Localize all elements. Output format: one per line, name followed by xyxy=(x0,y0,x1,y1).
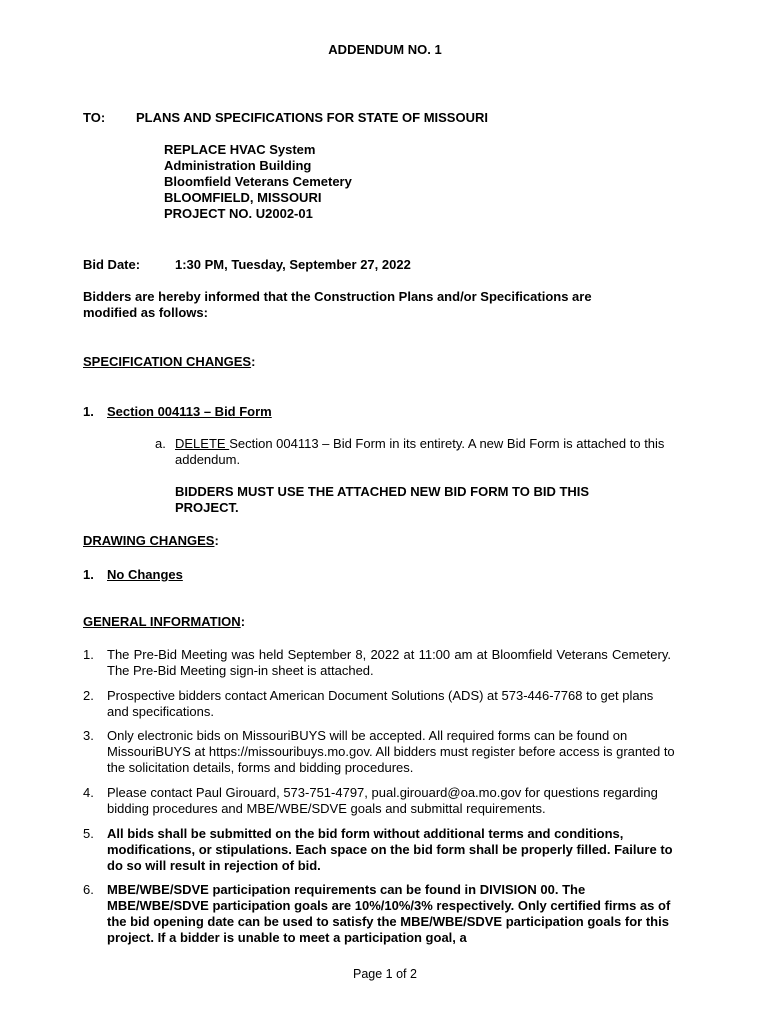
general-heading xyxy=(83,614,245,629)
general-heading-text: GENERAL INFORMATION xyxy=(83,614,241,629)
project-block xyxy=(164,142,352,222)
spec-heading-colon: : xyxy=(251,354,256,369)
list-text: Please contact Paul Girouard, 573-751-4797, pual.girouard@oa.mo.gov for questions regarding bidding procedures and MBE/WBE/SDVE goals and submittal requirements. xyxy=(107,785,658,816)
spec-item-number: 1. xyxy=(83,404,94,419)
list-number: 6. xyxy=(83,882,94,897)
list-text: Prospective bidders contact American Document Solutions (ADS) at 573-446-7768 to get plans and specifications. xyxy=(107,688,654,719)
spec-sub-text: Section 004113 – Bid Form in its entirety. A new Bid Form is attached to this addendum. xyxy=(175,436,665,467)
spec-sub-item xyxy=(175,436,685,468)
intro-paragraph: Bidders are hereby informed that the Construction Plans and/or Specifications are modified as follows: xyxy=(83,289,592,320)
drawing-item-title: No Changes xyxy=(107,567,183,582)
spec-sub-letter: a. xyxy=(155,436,166,451)
project-line: REPLACE HVAC System xyxy=(164,142,316,157)
project-line: PROJECT NO. U2002-01 xyxy=(164,206,313,221)
list-text: The Pre-Bid Meeting was held September 8, 2022 at 11:00 am at Bloomfield Veterans Cemetery. The Pre-Bid Meeting sign-in sheet is attached. xyxy=(107,647,671,678)
drawing-item-number: 1. xyxy=(83,567,94,582)
list-number: 2. xyxy=(83,688,94,703)
page-footer: Page 1 of 2 xyxy=(353,967,417,981)
general-heading-colon: : xyxy=(240,614,246,629)
drawing-heading xyxy=(83,533,219,548)
spec-heading-text: SPECIFICATION CHANGES xyxy=(83,354,252,369)
project-line: BLOOMFIELD, MISSOURI xyxy=(164,190,322,205)
spec-heading xyxy=(83,354,255,369)
drawing-heading-text: DRAWING CHANGES xyxy=(83,533,215,548)
bid-date-value: 1:30 PM, Tuesday, September 27, 2022 xyxy=(175,257,411,272)
project-line: Administration Building xyxy=(164,158,312,173)
to-text: PLANS AND SPECIFICATIONS FOR STATE OF MISSOURI xyxy=(136,110,488,125)
list-number: 1. xyxy=(83,647,94,662)
list-number: 3. xyxy=(83,728,94,743)
project-line: Bloomfield Veterans Cemetery xyxy=(164,174,352,189)
list-text: All bids shall be submitted on the bid form without additional terms and conditions, modifications, or stipulations. Each space on the bid form shall be properly filled. Failure to do so will result in rejection of bid. xyxy=(107,826,673,873)
spec-notice: BIDDERS MUST USE THE ATTACHED NEW BID FORM TO BID THIS PROJECT. xyxy=(175,484,590,515)
document-title: ADDENDUM NO. 1 xyxy=(328,42,442,57)
list-text: MBE/WBE/SDVE participation requirements can be found in DIVISION 00. The MBE/WBE/SDVE participation goals are 10%/10%/3% respectively. Only certified firms as of the bid opening date can be used to satisfy the MBE/WBE/SDVE participation goals for this project. If a bidder is unable to meet a participation goal, a xyxy=(107,882,671,945)
to-label: TO: xyxy=(83,110,106,125)
drawing-heading-colon: : xyxy=(214,533,219,548)
bid-date-label: Bid Date: xyxy=(83,257,141,272)
list-text: Only electronic bids on MissouriBUYS will be accepted. All required forms can be found on MissouriBUYS at https://missouribuys.mo.gov. All bidders must register before access is granted to the solicitation details, forms and bidding procedures. xyxy=(107,728,675,775)
list-number: 4. xyxy=(83,785,94,800)
spec-item-title: Section 004113 – Bid Form xyxy=(107,404,272,419)
delete-keyword: DELETE xyxy=(175,436,230,451)
list-number: 5. xyxy=(83,826,94,841)
